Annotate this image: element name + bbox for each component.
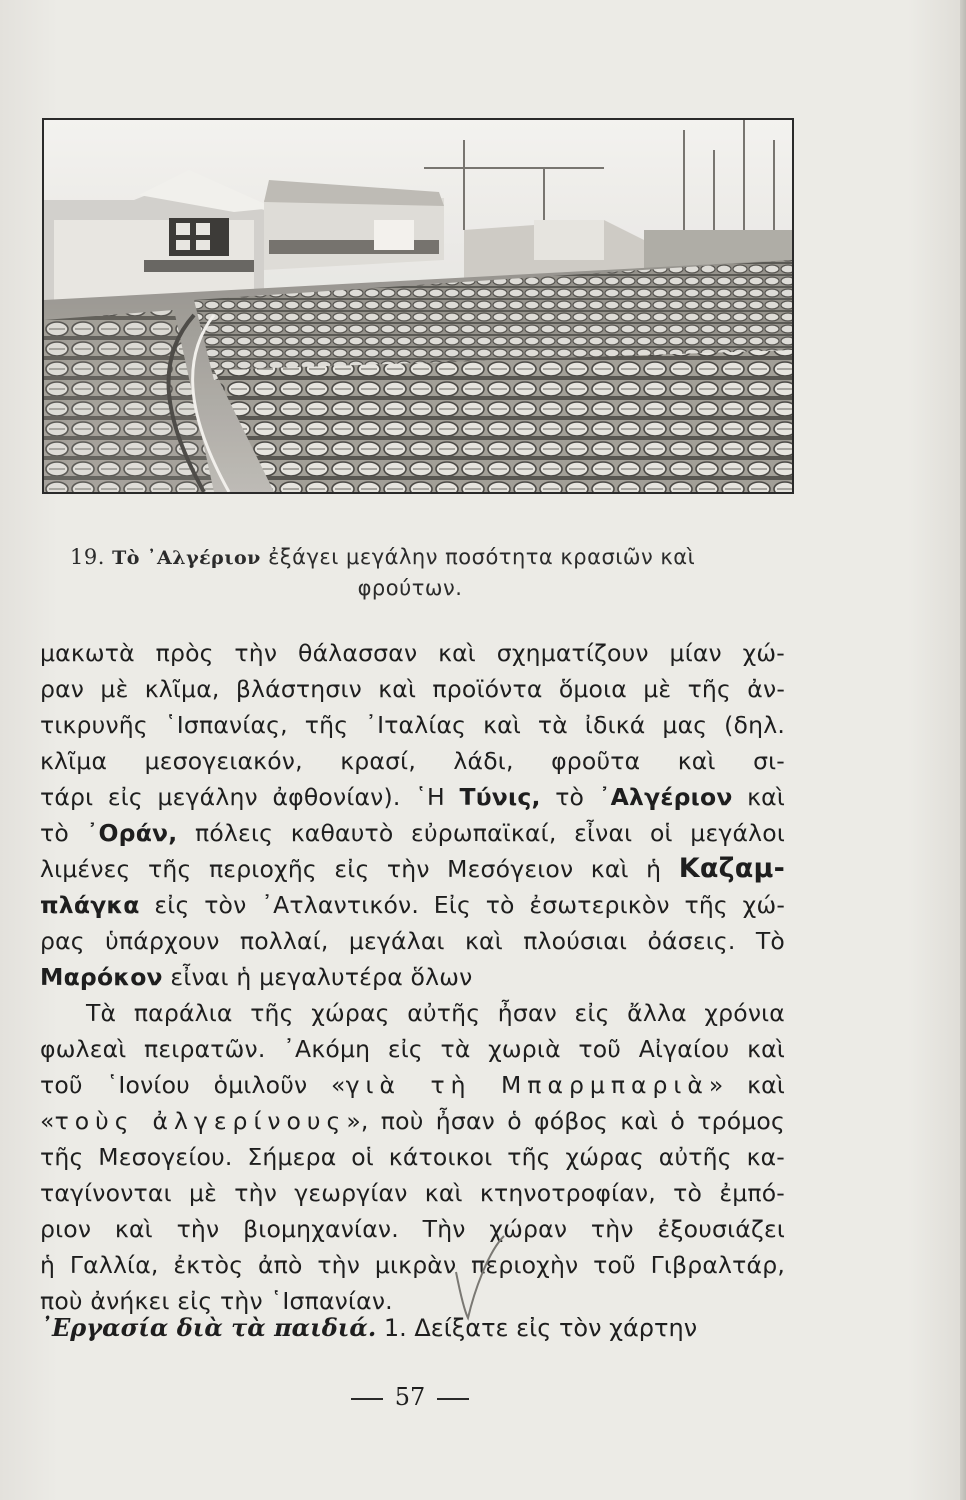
page-number-value: 57 [394,1383,426,1411]
text-line: ρας ὑπάρχουν πολλαί, μεγάλαι καὶ πλούσιαι ὀάσεις. Τὸ [40,927,785,955]
text-line: τοῦ ῾Ιονίου ὁμιλοῦν «γιὰ τὴ Μπαρμπαριὰ» καὶ [40,1071,785,1099]
text-line: λιμένες τῆς περιοχῆς εἰς τὴν Μεσόγειον καὶ ἡ Καζαμ- [40,853,785,884]
page-number [0,1383,820,1411]
exercise-text: 1. Δείξατε εἰς τὸν χάρτην [376,1314,698,1342]
place-name-casablanca: Καζαμ- [678,853,785,884]
text-line: φωλεαὶ πειρατῶν. ᾿Ακόμη εἰς τὰ χωριὰ τοῦ Αἰγαίου καὶ [40,1035,785,1063]
place-name-tunis: Τύνις, [459,783,541,811]
text-line: τὸ ᾿Οράν, πόλεις καθαυτὸ εὐρωπαϊκαί, εἶναι οἱ μεγάλοι [40,819,785,847]
text-line: κλῖμα μεσογειακόν, κρασί, λάδι, φροῦτα καὶ σι- [40,747,785,775]
text-line: ἡ Γαλλία, ἐκτὸς ἀπὸ τὴν μικρὰν περιοχὴν τοῦ Γιβραλτάρ, [40,1251,785,1279]
wine-barrels-photo [42,118,794,494]
place-name-oran: ᾿Οράν, [86,819,178,847]
text-line: τάρι εἰς μεγάλην ἀφθονίαν). ῾Η Τύνις, τὸ ᾿Αλγέριον καὶ [40,783,785,811]
main-text [40,635,785,1319]
text-line: Τὰ παράλια τῆς χώρας αὐτῆς ἦσαν εἰς ἄλλα χρόνια [86,999,785,1027]
text-line: πλάγκα εἰς τὸν ᾿Ατλαντικόν. Εἰς τὸ ἐσωτερικὸν τῆς χώ- [40,891,785,919]
text-line: Μαρόκον εἶναι ἡ μεγαλυτέρα ὅλων [40,963,473,991]
exercise-title: ᾿Εργασία διὰ τὰ παιδιά. [40,1313,377,1342]
spaced-quote: γιὰ τὴ Μπαρμπαριὰ [345,1071,709,1099]
text-line: τικρυνῆς ῾Ισπανίας, τῆς ᾿Ιταλίας καὶ τὰ ἰδικά μας (δηλ. [40,711,785,739]
text-line: «τοὺς ἀλγερίνους», ποὺ ἦσαν ὁ φόβος καὶ ὁ τρόμος [40,1107,785,1135]
caption-subject: Τὸ ᾿Αλγέριον [112,547,261,569]
caption-text: ἐξάγει μεγάλην ποσότητα κρασιῶν καὶ [268,545,696,569]
place-name-algiers: ᾿Αλγέριον [598,783,733,811]
figure-caption [70,542,790,603]
text-line: τῆς Μεσογείου. Σήμερα οἱ κάτοικοι τῆς χώρας αὐτῆς κα- [40,1143,785,1171]
text-line: μακωτὰ πρὸς τὴν θάλασσαν καὶ σχηματίζουν μίαν χώ- [40,639,785,667]
page-edge [960,0,966,1500]
dash-right [437,1398,469,1400]
text-line: ποὺ ἀνήκει εἰς τὴν ῾Ισπανίαν. [40,1287,393,1315]
caption-number: 19. [70,545,105,569]
exercise-line [40,1310,785,1346]
text-line: ταγίνονται μὲ τὴν γεωργίαν καὶ κτηνοτροφίαν, τὸ ἐμπό- [40,1179,785,1207]
place-name-morocco: Μαρόκον [40,963,163,991]
pencil-check-mark [448,1232,508,1322]
caption-text-line2: φρούτων. [357,576,463,600]
spaced-quote: τοὺς ἀλγερίνους [54,1107,347,1135]
dash-left [351,1398,383,1400]
text-line: ριον καὶ τὴν βιομηχανίαν. Τὴν χώραν τὴν ἐξουσιάζει [40,1215,785,1243]
text-line: ραν μὲ κλῖμα, βλάστησιν καὶ προϊόντα ὅμοια μὲ τῆς ἀν- [40,675,785,703]
place-name-casablanca-end: πλάγκα [40,891,140,919]
photo-illustration [44,120,792,492]
